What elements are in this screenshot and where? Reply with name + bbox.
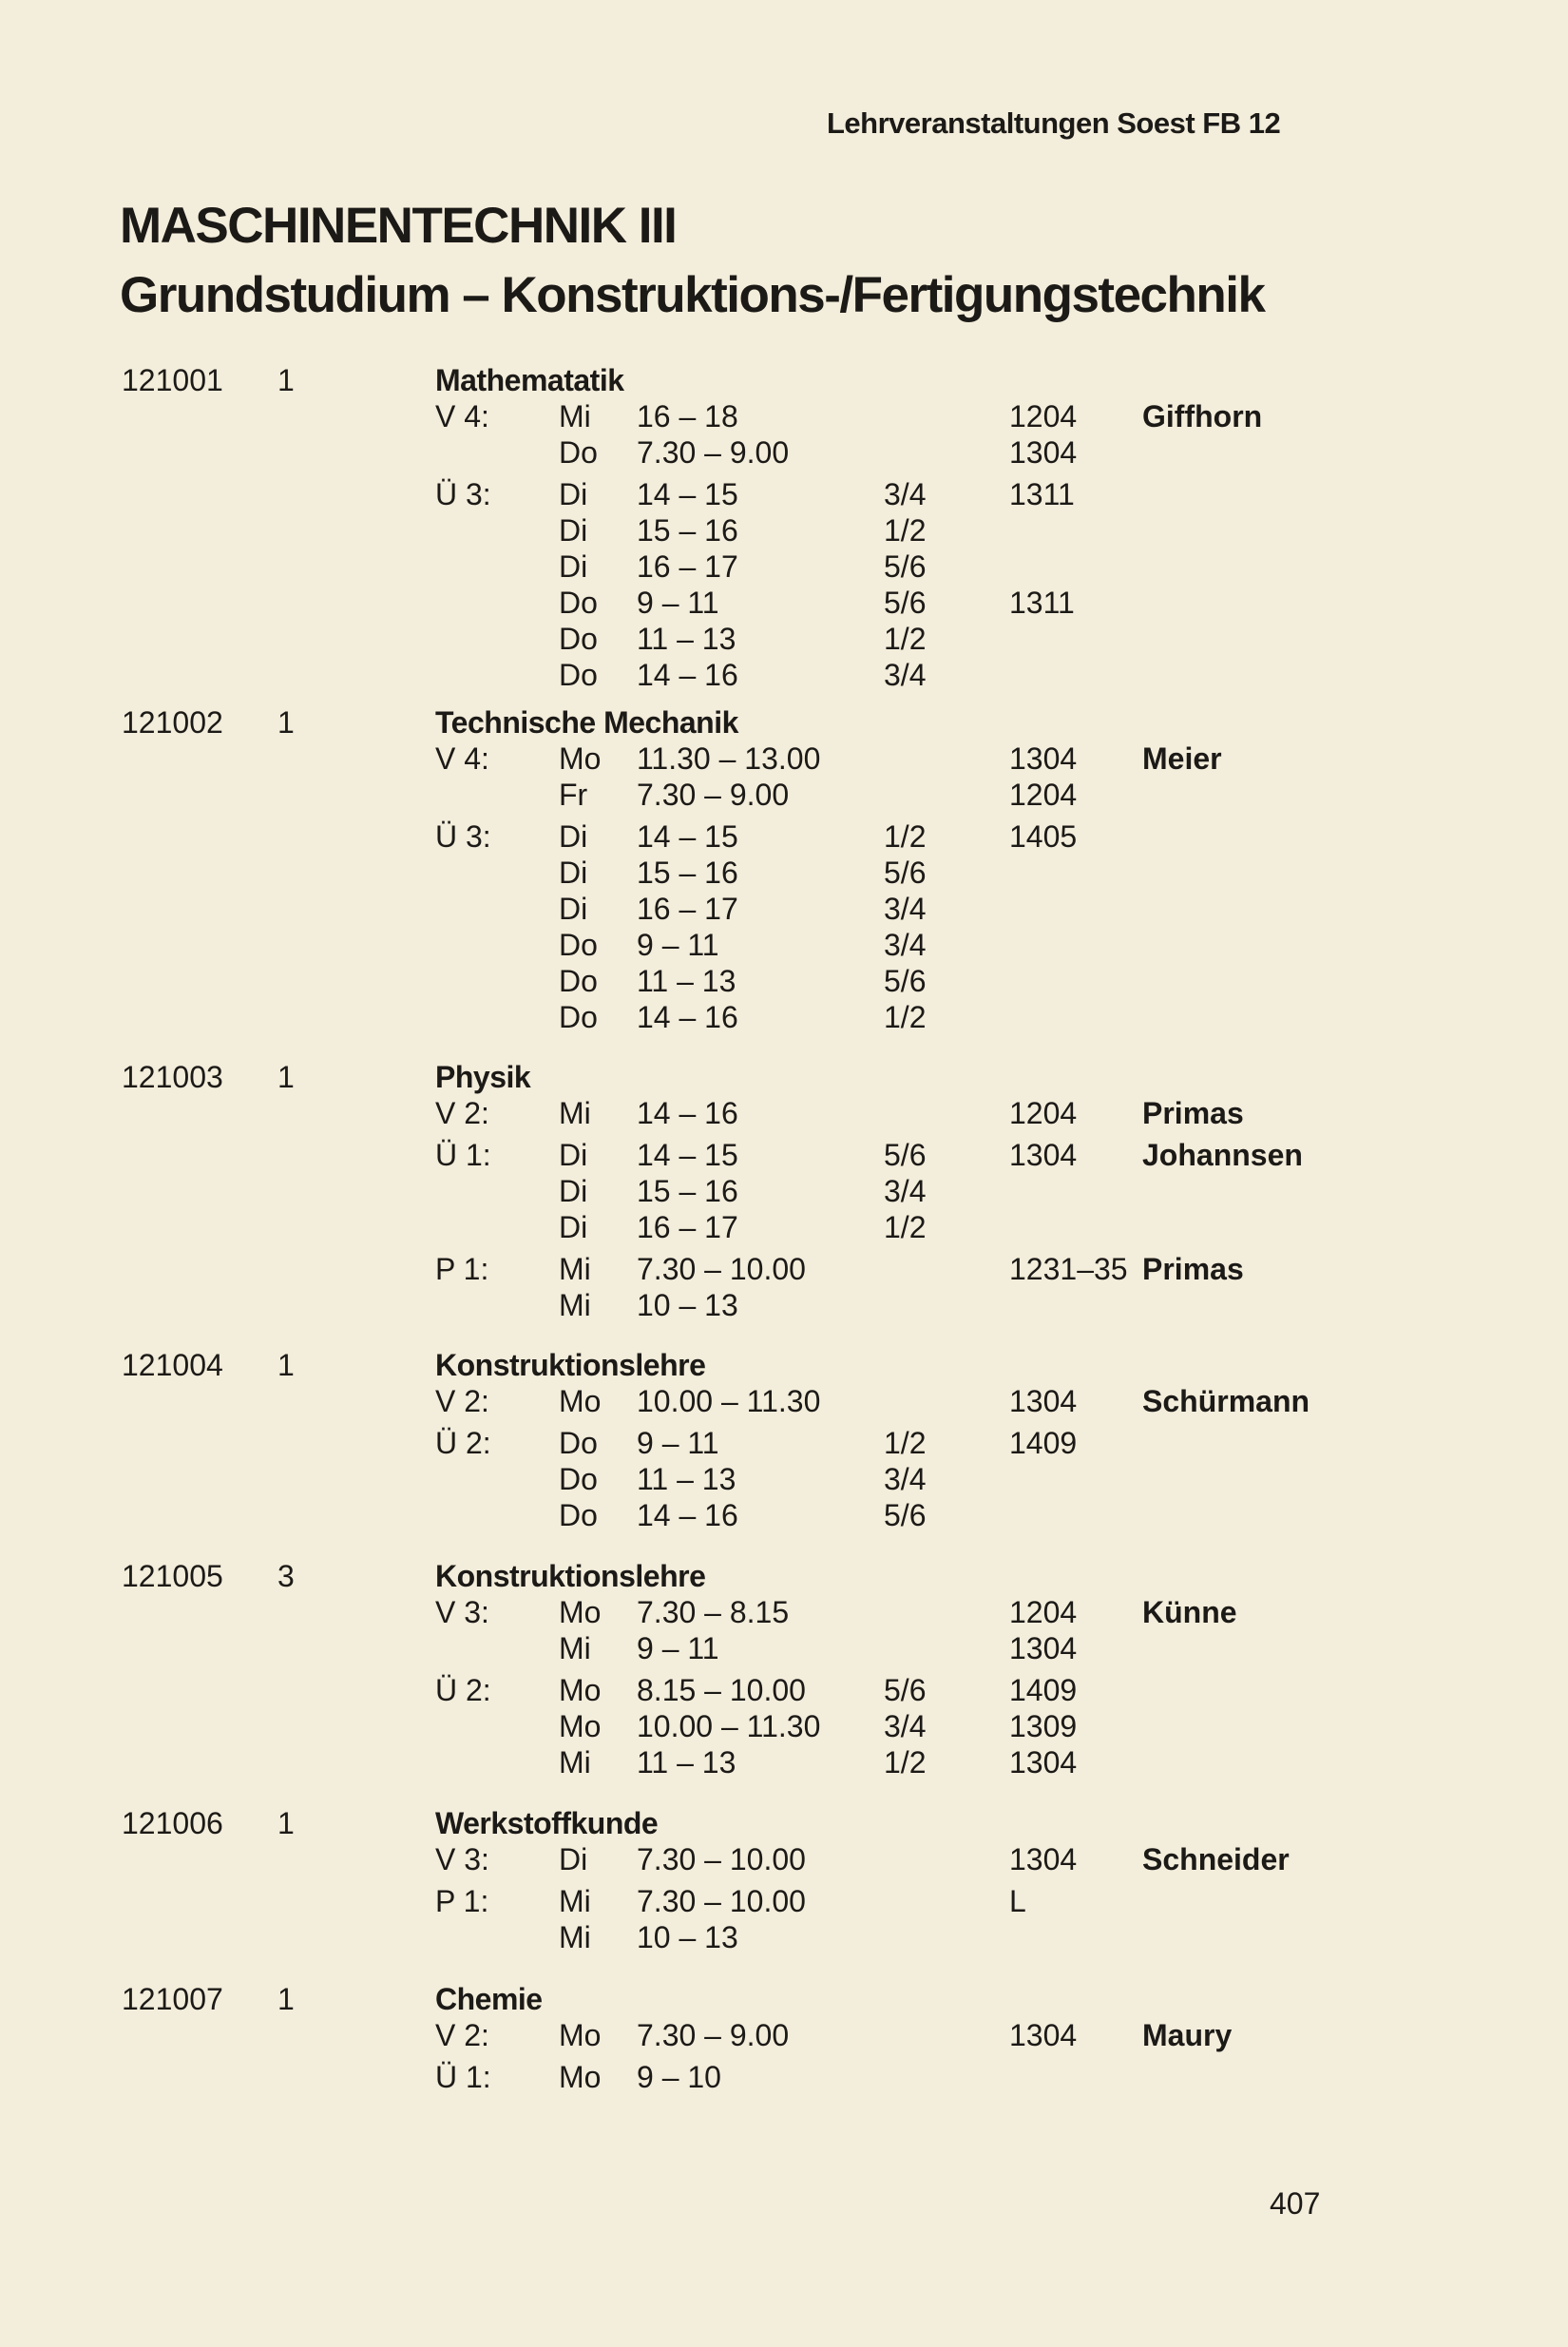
session-room: 1204 xyxy=(1009,399,1078,433)
schedule-row xyxy=(0,477,1568,513)
session-day: Mo xyxy=(559,1384,602,1418)
session-day: Do xyxy=(559,586,598,620)
session-group: 5/6 xyxy=(884,549,927,584)
course-number: 121003 xyxy=(122,1060,223,1094)
session-time: 7.30 – 10.00 xyxy=(637,1884,806,1918)
session-day: Di xyxy=(559,819,588,854)
schedule-row xyxy=(0,1288,1568,1324)
session-group: 5/6 xyxy=(884,856,927,890)
session-time: 8.15 – 10.00 xyxy=(637,1673,806,1707)
session-day: Mi xyxy=(559,1252,591,1286)
session-day: Di xyxy=(559,1842,588,1876)
session-day: Di xyxy=(559,856,588,890)
session-type: Ü 1: xyxy=(435,1138,491,1172)
schedule-row xyxy=(0,892,1568,928)
schedule-row xyxy=(0,1138,1568,1174)
session-group: 5/6 xyxy=(884,1498,927,1532)
session-type: Ü 2: xyxy=(435,1673,491,1707)
session-lecturer: Schneider xyxy=(1142,1842,1290,1876)
session-time: 14 – 15 xyxy=(637,819,738,854)
session-group: 3/4 xyxy=(884,477,927,511)
session-room: 1231–35 xyxy=(1009,1252,1128,1286)
session-day: Mo xyxy=(559,1595,602,1629)
course-title: Werkstoffkunde xyxy=(435,1806,659,1840)
session-type: V 2: xyxy=(435,1096,489,1130)
session-group: 1/2 xyxy=(884,513,927,548)
schedule-row xyxy=(0,928,1568,964)
session-group: 5/6 xyxy=(884,1138,927,1172)
session-time: 7.30 – 8.15 xyxy=(637,1595,790,1629)
session-time: 9 – 11 xyxy=(637,1631,719,1665)
session-group: 3/4 xyxy=(884,1462,927,1496)
course-title: Chemie xyxy=(435,1982,543,2016)
session-type: P 1: xyxy=(435,1252,489,1286)
session-lecturer: Schürmann xyxy=(1142,1384,1310,1418)
session-lecturer: Maury xyxy=(1142,2018,1233,2052)
session-day: Mo xyxy=(559,741,602,776)
session-room: 1304 xyxy=(1009,2018,1078,2052)
session-time: 16 – 17 xyxy=(637,1210,738,1244)
session-room: 1304 xyxy=(1009,1384,1078,1418)
session-lecturer: Künne xyxy=(1142,1595,1237,1629)
session-time: 9 – 11 xyxy=(637,928,719,962)
session-time: 16 – 17 xyxy=(637,549,738,584)
course-header xyxy=(0,1982,1568,2018)
session-time: 15 – 16 xyxy=(637,513,738,548)
session-day: Di xyxy=(559,513,588,548)
schedule-row xyxy=(0,1096,1568,1132)
session-type: Ü 2: xyxy=(435,1426,491,1460)
session-time: 16 – 18 xyxy=(637,399,738,433)
session-day: Mi xyxy=(559,1884,591,1918)
session-time: 7.30 – 9.00 xyxy=(637,2018,790,2052)
session-day: Do xyxy=(559,1000,598,1034)
session-group: 1/2 xyxy=(884,1745,927,1779)
session-time: 7.30 – 10.00 xyxy=(637,1842,806,1876)
course-number: 121001 xyxy=(122,363,223,397)
schedule-row xyxy=(0,1462,1568,1498)
schedule-row xyxy=(0,1709,1568,1745)
schedule-row xyxy=(0,435,1568,471)
session-time: 14 – 15 xyxy=(637,1138,738,1172)
session-time: 16 – 17 xyxy=(637,892,738,926)
course-block xyxy=(0,363,1568,694)
session-day: Do xyxy=(559,1462,598,1496)
session-group: 5/6 xyxy=(884,586,927,620)
session-day: Do xyxy=(559,658,598,692)
session-room: 1304 xyxy=(1009,741,1078,776)
course-semester: 3 xyxy=(277,1559,295,1593)
schedule-row xyxy=(0,658,1568,694)
session-day: Mi xyxy=(559,1631,591,1665)
course-title: Mathematatik xyxy=(435,363,624,397)
schedule-row xyxy=(0,549,1568,586)
schedule-row xyxy=(0,1252,1568,1288)
session-day: Do xyxy=(559,928,598,962)
session-type: Ü 1: xyxy=(435,2060,491,2094)
course-block xyxy=(0,705,1568,1036)
session-time: 10 – 13 xyxy=(637,1288,738,1322)
session-lecturer: Primas xyxy=(1142,1252,1244,1286)
session-type: V 4: xyxy=(435,741,489,776)
session-day: Do xyxy=(559,964,598,998)
session-time: 14 – 15 xyxy=(637,477,738,511)
course-title: Konstruktionslehre xyxy=(435,1559,706,1593)
session-time: 15 – 16 xyxy=(637,856,738,890)
page-subtitle: Grundstudium – Konstruktions-/Fertigungstechnik xyxy=(120,267,1265,323)
session-day: Di xyxy=(559,477,588,511)
course-header xyxy=(0,705,1568,741)
session-type: P 1: xyxy=(435,1884,489,1918)
session-day: Do xyxy=(559,1498,598,1532)
session-day: Mi xyxy=(559,1288,591,1322)
session-group: 3/4 xyxy=(884,658,927,692)
course-block xyxy=(0,1348,1568,1534)
course-semester: 1 xyxy=(277,1348,295,1382)
schedule-row xyxy=(0,622,1568,658)
session-room: 1409 xyxy=(1009,1426,1078,1460)
course-semester: 1 xyxy=(277,705,295,740)
session-time: 9 – 11 xyxy=(637,586,719,620)
session-time: 10 – 13 xyxy=(637,1920,738,1954)
schedule-row xyxy=(0,856,1568,892)
schedule-row xyxy=(0,2060,1568,2096)
schedule-row xyxy=(0,1745,1568,1781)
session-day: Mi xyxy=(559,399,591,433)
session-type: V 2: xyxy=(435,2018,489,2052)
course-semester: 1 xyxy=(277,1806,295,1840)
session-type: V 3: xyxy=(435,1595,489,1629)
session-day: Di xyxy=(559,892,588,926)
schedule-row xyxy=(0,1842,1568,1878)
session-day: Di xyxy=(559,1174,588,1208)
schedule-row xyxy=(0,2018,1568,2054)
schedule-row xyxy=(0,1210,1568,1246)
schedule-row xyxy=(0,1884,1568,1920)
session-day: Di xyxy=(559,1138,588,1172)
schedule-row xyxy=(0,1498,1568,1534)
session-group: 3/4 xyxy=(884,1174,927,1208)
session-type: V 4: xyxy=(435,399,489,433)
session-group: 3/4 xyxy=(884,928,927,962)
schedule-row xyxy=(0,1673,1568,1709)
session-room: 1405 xyxy=(1009,819,1078,854)
session-time: 9 – 10 xyxy=(637,2060,721,2094)
course-block xyxy=(0,1806,1568,1956)
session-lecturer: Meier xyxy=(1142,741,1222,776)
session-day: Do xyxy=(559,435,598,470)
session-room: 1311 xyxy=(1009,586,1075,620)
session-room: 1204 xyxy=(1009,1595,1078,1629)
page-number: 407 xyxy=(1270,2186,1321,2221)
session-group: 1/2 xyxy=(884,1426,927,1460)
course-semester: 1 xyxy=(277,1982,295,2016)
schedule-row xyxy=(0,741,1568,778)
session-group: 1/2 xyxy=(884,622,927,656)
schedule-row xyxy=(0,1595,1568,1631)
session-day: Mo xyxy=(559,1709,602,1743)
session-lecturer: Johannsen xyxy=(1142,1138,1303,1172)
course-title: Konstruktionslehre xyxy=(435,1348,706,1382)
session-group: 1/2 xyxy=(884,1000,927,1034)
session-group: 1/2 xyxy=(884,1210,927,1244)
session-group: 3/4 xyxy=(884,892,927,926)
session-time: 14 – 16 xyxy=(637,1000,738,1034)
session-lecturer: Primas xyxy=(1142,1096,1244,1130)
session-room: 1304 xyxy=(1009,1745,1078,1779)
course-title: Physik xyxy=(435,1060,531,1094)
schedule-row xyxy=(0,1920,1568,1956)
session-day: Fr xyxy=(559,778,588,812)
session-day: Mo xyxy=(559,1673,602,1707)
schedule-row xyxy=(0,513,1568,549)
session-time: 14 – 16 xyxy=(637,658,738,692)
schedule-row xyxy=(0,819,1568,856)
course-number: 121007 xyxy=(122,1982,223,2016)
session-group: 1/2 xyxy=(884,819,927,854)
session-time: 11.30 – 13.00 xyxy=(637,741,821,776)
session-day: Mo xyxy=(559,2018,602,2052)
schedule-row xyxy=(0,1426,1568,1462)
schedule-row xyxy=(0,778,1568,814)
session-type: V 2: xyxy=(435,1384,489,1418)
course-block xyxy=(0,1982,1568,2096)
course-header xyxy=(0,1559,1568,1595)
session-room: 1304 xyxy=(1009,435,1078,470)
course-semester: 1 xyxy=(277,1060,295,1094)
course-number: 121002 xyxy=(122,705,223,740)
session-room: 1409 xyxy=(1009,1673,1078,1707)
session-day: Di xyxy=(559,1210,588,1244)
course-block xyxy=(0,1060,1568,1324)
session-group: 5/6 xyxy=(884,1673,927,1707)
course-header xyxy=(0,363,1568,399)
session-day: Mi xyxy=(559,1745,591,1779)
session-time: 11 – 13 xyxy=(637,1745,736,1779)
session-room: 1304 xyxy=(1009,1138,1078,1172)
session-group: 5/6 xyxy=(884,964,927,998)
course-number: 121004 xyxy=(122,1348,223,1382)
session-time: 7.30 – 9.00 xyxy=(637,435,790,470)
session-room: 1311 xyxy=(1009,477,1075,511)
session-type: Ü 3: xyxy=(435,819,491,854)
course-header xyxy=(0,1806,1568,1842)
course-number: 121006 xyxy=(122,1806,223,1840)
session-time: 9 – 11 xyxy=(637,1426,719,1460)
session-time: 11 – 13 xyxy=(637,964,736,998)
schedule-row xyxy=(0,1384,1568,1420)
session-day: Di xyxy=(559,549,588,584)
session-room: 1204 xyxy=(1009,778,1078,812)
session-time: 11 – 13 xyxy=(637,1462,736,1496)
session-day: Do xyxy=(559,1426,598,1460)
session-type: Ü 3: xyxy=(435,477,491,511)
schedule-row xyxy=(0,1631,1568,1667)
session-room: L xyxy=(1009,1884,1026,1918)
course-semester: 1 xyxy=(277,363,295,397)
session-group: 3/4 xyxy=(884,1709,927,1743)
running-head: Lehrveranstaltungen Soest FB 12 xyxy=(827,106,1281,140)
session-room: 1204 xyxy=(1009,1096,1078,1130)
session-day: Mo xyxy=(559,2060,602,2094)
schedule-row xyxy=(0,964,1568,1000)
page-title: MASCHINENTECHNIK III xyxy=(120,198,677,254)
course-block xyxy=(0,1559,1568,1781)
session-day: Mi xyxy=(559,1920,591,1954)
schedule-row xyxy=(0,399,1568,435)
session-time: 11 – 13 xyxy=(637,622,736,656)
session-room: 1309 xyxy=(1009,1709,1078,1743)
schedule-row xyxy=(0,586,1568,622)
course-title: Technische Mechanik xyxy=(435,705,738,740)
course-number: 121005 xyxy=(122,1559,223,1593)
session-time: 14 – 16 xyxy=(637,1498,738,1532)
session-time: 10.00 – 11.30 xyxy=(637,1709,821,1743)
session-day: Do xyxy=(559,622,598,656)
session-type: V 3: xyxy=(435,1842,489,1876)
session-room: 1304 xyxy=(1009,1631,1078,1665)
session-time: 7.30 – 9.00 xyxy=(637,778,790,812)
session-time: 10.00 – 11.30 xyxy=(637,1384,821,1418)
session-time: 14 – 16 xyxy=(637,1096,738,1130)
course-header xyxy=(0,1348,1568,1384)
session-room: 1304 xyxy=(1009,1842,1078,1876)
session-lecturer: Giffhorn xyxy=(1142,399,1263,433)
session-time: 15 – 16 xyxy=(637,1174,738,1208)
course-header xyxy=(0,1060,1568,1096)
session-time: 7.30 – 10.00 xyxy=(637,1252,806,1286)
schedule-row xyxy=(0,1174,1568,1210)
session-day: Mi xyxy=(559,1096,591,1130)
schedule-row xyxy=(0,1000,1568,1036)
